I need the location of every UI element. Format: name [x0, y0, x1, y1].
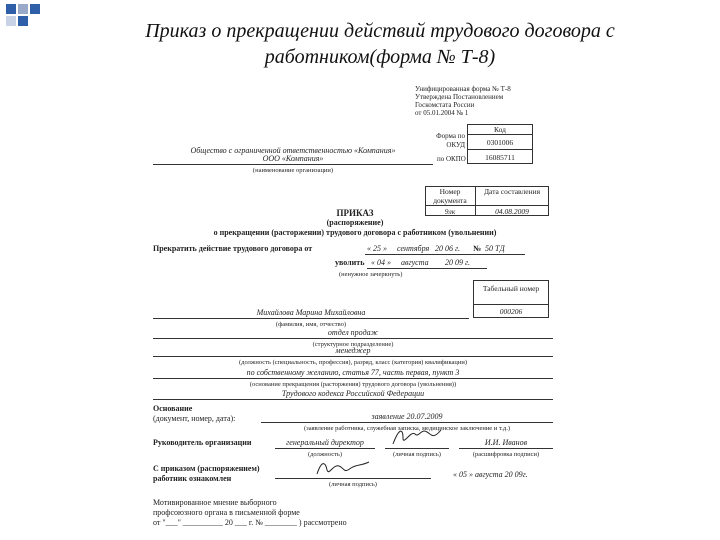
decor-square: [6, 16, 16, 26]
approval-note-line: Унифицированная форма № Т-8: [415, 85, 511, 93]
employee-name: Михайлова Марина Михайловна: [256, 308, 366, 317]
acquainted-label: работник ознакомлен: [153, 474, 232, 483]
tab-number-header: Табельный номер: [482, 284, 540, 293]
terminate-label: Прекратить действие трудового договора от: [153, 244, 313, 253]
decor-square: [18, 4, 28, 14]
head-signature: [389, 424, 445, 450]
acquainted-sign-caption: (личная подпись): [329, 481, 377, 488]
reason-line: по собственному желанию, статья 77, часть первая, пункт 3: [246, 368, 460, 377]
decor-square: [6, 4, 16, 14]
doc-date: 04.08.2009: [495, 207, 529, 216]
doc-number: 9лк: [444, 207, 456, 216]
form-t8-document: [135, 80, 575, 536]
head-name: И.И. Иванов: [484, 438, 528, 447]
decor-square: [18, 16, 28, 26]
head-position: генеральный директор: [286, 438, 364, 447]
motive-line: Мотивированное мнение выборного: [153, 498, 277, 507]
org-name: Общество с ограниченной ответственностью «Компания»: [190, 146, 396, 155]
okpo-code: 16085711: [485, 153, 515, 162]
head-label: Руководитель организации: [153, 438, 252, 447]
acquainted-label: С приказом (распоряжением): [153, 464, 260, 473]
doc-number-header: Номер документа: [433, 187, 467, 205]
basis-sub: (документ, номер, дата):: [153, 414, 236, 423]
decor-square: [30, 4, 40, 14]
employee-signature: [313, 456, 373, 480]
dismiss-year: 20 09 г.: [445, 258, 471, 267]
slide-title: Приказ о прекращении действий трудового договора с работником(форма № Т-8): [145, 20, 615, 68]
position-caption: (должность (специальность, профессия), разряд, класс (категория) квалификации): [239, 359, 467, 366]
terminate-no-label: №: [473, 244, 482, 253]
terminate-month: сентября: [397, 244, 430, 253]
position: менеджер: [335, 346, 371, 355]
okud-label: Форма по ОКУД: [436, 132, 465, 149]
code-header: Код: [494, 125, 506, 134]
org-caption: (наименование организации): [252, 167, 334, 174]
terminate-day: « 25 »: [367, 244, 387, 253]
department: отдел продаж: [327, 328, 379, 337]
tab-number: 000206: [499, 307, 523, 316]
dismiss-caption: (ненужное зачеркнуть): [339, 271, 403, 278]
okpo-label: по ОКПО: [437, 155, 466, 163]
dismiss-label: уволить: [335, 258, 365, 267]
acquainted-date: « 05 » августа 20 09г.: [453, 470, 528, 479]
prikaz-subtitle: (распоряжение): [326, 218, 384, 227]
prikaz-title: ПРИКАЗ: [336, 208, 374, 218]
terminate-no: 50 ТД: [485, 244, 505, 253]
approval-note-line: от 05.01.2004 № 1: [415, 109, 469, 117]
motive-line: профсоюзного органа в письменной форме: [153, 508, 300, 517]
reason-caption: (основание прекращения (расторжения) трудового договора (увольнения)): [249, 381, 457, 388]
approval-note-line: Утверждена Постановлением: [415, 93, 504, 101]
doc-date-header: Дата составления: [483, 187, 541, 196]
head-caption-name: (расшифровка подписи): [472, 451, 540, 458]
basis-value: заявление 20.07.2009: [371, 412, 443, 421]
head-caption-position: (должность): [307, 451, 343, 458]
approval-note-line: Госкомстата России: [415, 101, 475, 109]
okud-code: 0301006: [486, 138, 514, 147]
org-short-name: ООО «Компания»: [262, 154, 324, 163]
basis-label: Основание: [153, 404, 193, 413]
name-caption: (фамилия, имя, отчество): [275, 321, 347, 328]
head-caption-sign: (личная подпись): [393, 451, 441, 458]
motive-line: от "___" __________ 20 ___ г. № ________ ) рассмотрено: [153, 518, 347, 527]
prikaz-subtitle: о прекращении (расторжении) трудового договора с работником (увольнении): [213, 228, 497, 237]
basis-caption: (заявление работника, служебная записка, медицинское заключение и т.д.): [303, 425, 510, 432]
reason-line: Трудового кодекса Российской Федерации: [281, 389, 425, 398]
department-caption: (структурное подразделение): [312, 341, 394, 348]
terminate-year: 20 06 г.: [435, 244, 461, 253]
dismiss-day: « 04 »: [371, 258, 391, 267]
dismiss-month: августа: [401, 258, 429, 267]
